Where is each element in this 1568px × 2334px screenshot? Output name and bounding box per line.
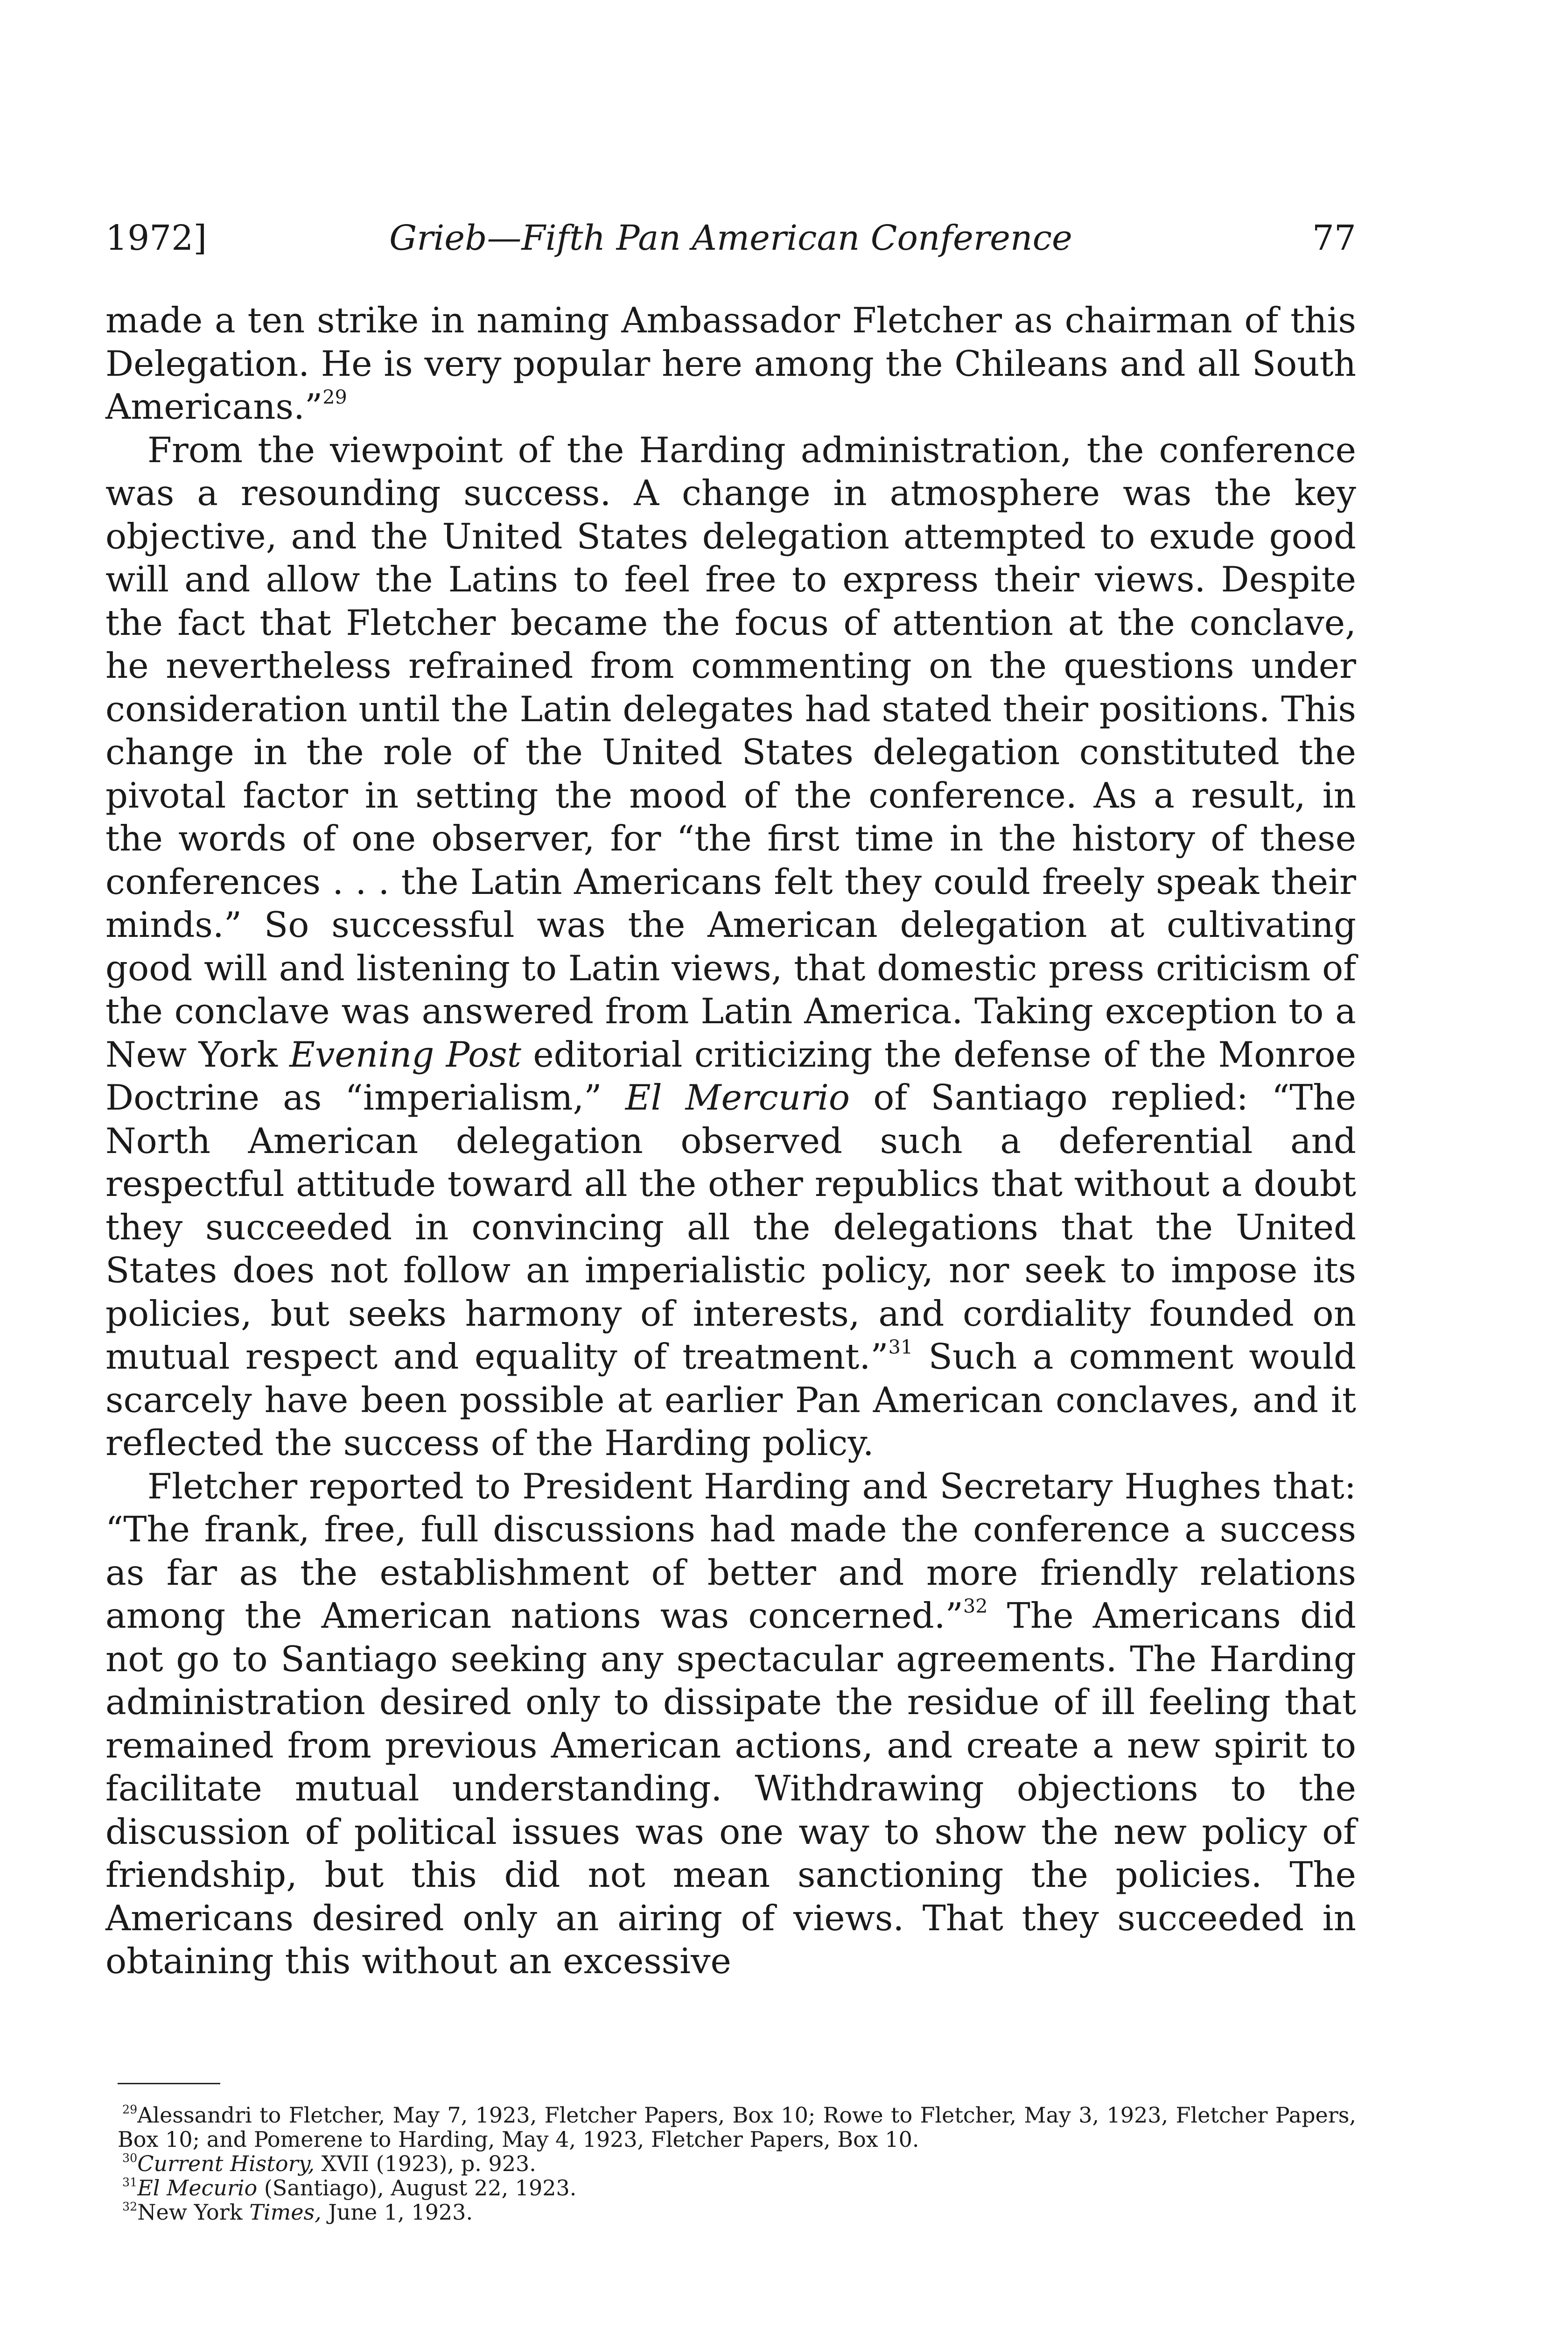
text-run: From the viewpoint of the Harding administration, the conference was a resounding success. A change in atmosphere was the key objective, and the United States delegation attempted to exude good will and allow the Latins to feel free to express their views. Despite the fact that Fletcher became the focus of attention at the conclave, he nevertheless refrained from commenting on the questions under consideration until the Latin delegates had stated their positions. This change in the role of the United States delegation constituted the pivotal factor in setting the mood of the conference. As a result, in the words of one observer, for “the first time in the history of these conferences . . . the Latin Americans felt they could freely speak their minds.” So successful was the American delegation at cultivating good will and listening to Latin views, that domestic press criticism of the conclave was answered from Latin America. Taking exception to a New York — [105, 429, 1356, 1075]
text-run: (Santiago), August 22, 1923. — [257, 2175, 577, 2200]
italic-title: Evening Post — [289, 1033, 521, 1075]
page-number: 77 — [1312, 218, 1356, 258]
footnote-rule — [118, 2083, 220, 2084]
footnote-ref: 29 — [322, 386, 347, 408]
body-paragraph — [105, 1465, 1356, 1983]
footnote-ref: 32 — [963, 1595, 988, 1617]
italic-title: Times, — [249, 2200, 322, 2225]
volume-year: 1972] — [105, 218, 207, 258]
footnote — [118, 2151, 1356, 2176]
italic-title: Current History, — [137, 2151, 315, 2176]
body-text — [105, 299, 1356, 1983]
running-head — [105, 212, 1356, 264]
text-run: editorial criticizing the defense of the Monroe Doctrine as “imperialism,” — [105, 1033, 1356, 1118]
italic-title: El Mercurio — [625, 1077, 850, 1118]
footnote — [118, 2103, 1356, 2151]
text-run: Fletcher reported to President Harding and Secretary Hughes that: “The frank, free, full discussions had made the conference a success as far as the establishment of better and more friendly relations among the American nations was concerned.” — [105, 1465, 1356, 1636]
text-run: XVII (1923), p. 923. — [315, 2151, 536, 2176]
footnote — [118, 2176, 1356, 2200]
text-run: The Americans did not go to Santiago seeking any spectacular agreements. The Harding administration desired only to dissipate the residue of ill feeling that remained from previous American actions, and create a new spirit to facilitate mutual understanding. Withdrawing objections to the discussion of political issues was one way to show the new policy of friendship, but this did not mean sanctioning the policies. The Americans desired only an airing of views. That they succeeded in obtaining this without an excessive — [105, 1595, 1356, 1982]
text-run: made a ten strike in naming Ambassador Fletcher as chairman of this Delegation. He is very popular here among the Chileans and all South Americans.” — [105, 300, 1356, 427]
footnote-number: 29 — [122, 2102, 138, 2116]
text-run: Alessandri to Fletcher, May 7, 1923, Fletcher Papers, Box 10; Rowe to Fletcher, May 3, 1923, Fletcher Papers, Box 10; and Pomerene to Harding, May 4, 1923, Fletcher Papers, Box 10. — [118, 2102, 1356, 2152]
footnote-number: 30 — [122, 2151, 138, 2165]
text-run: June 1, 1923. — [321, 2200, 473, 2225]
footnote — [118, 2200, 1356, 2224]
footnote-number: 32 — [122, 2200, 138, 2214]
text-run: of Santiago replied: “The North American delegation observed such a deferential and respectful attitude toward all the other republics that without a doubt they succeeded in convincing all the delegations that the United States does not follow an imperialistic policy, nor seek to impose its policies, but seeks harmony of interests, and cordiality founded on mutual respect and equality of treatment.” — [105, 1077, 1356, 1377]
body-paragraph — [105, 429, 1356, 1465]
text-run: Such a comment would scarcely have been possible at earlier Pan American conclaves, and it reflected the success of the Harding policy. — [105, 1336, 1356, 1463]
footnote-ref: 31 — [888, 1336, 913, 1358]
italic-title: El Mecurio — [137, 2175, 258, 2200]
body-paragraph — [105, 299, 1356, 429]
running-title: Grieb—Fifth Pan American Conference — [389, 218, 1072, 258]
footnote-number: 31 — [122, 2175, 138, 2189]
text-run: New York — [137, 2200, 250, 2225]
footnotes — [118, 2103, 1356, 2224]
